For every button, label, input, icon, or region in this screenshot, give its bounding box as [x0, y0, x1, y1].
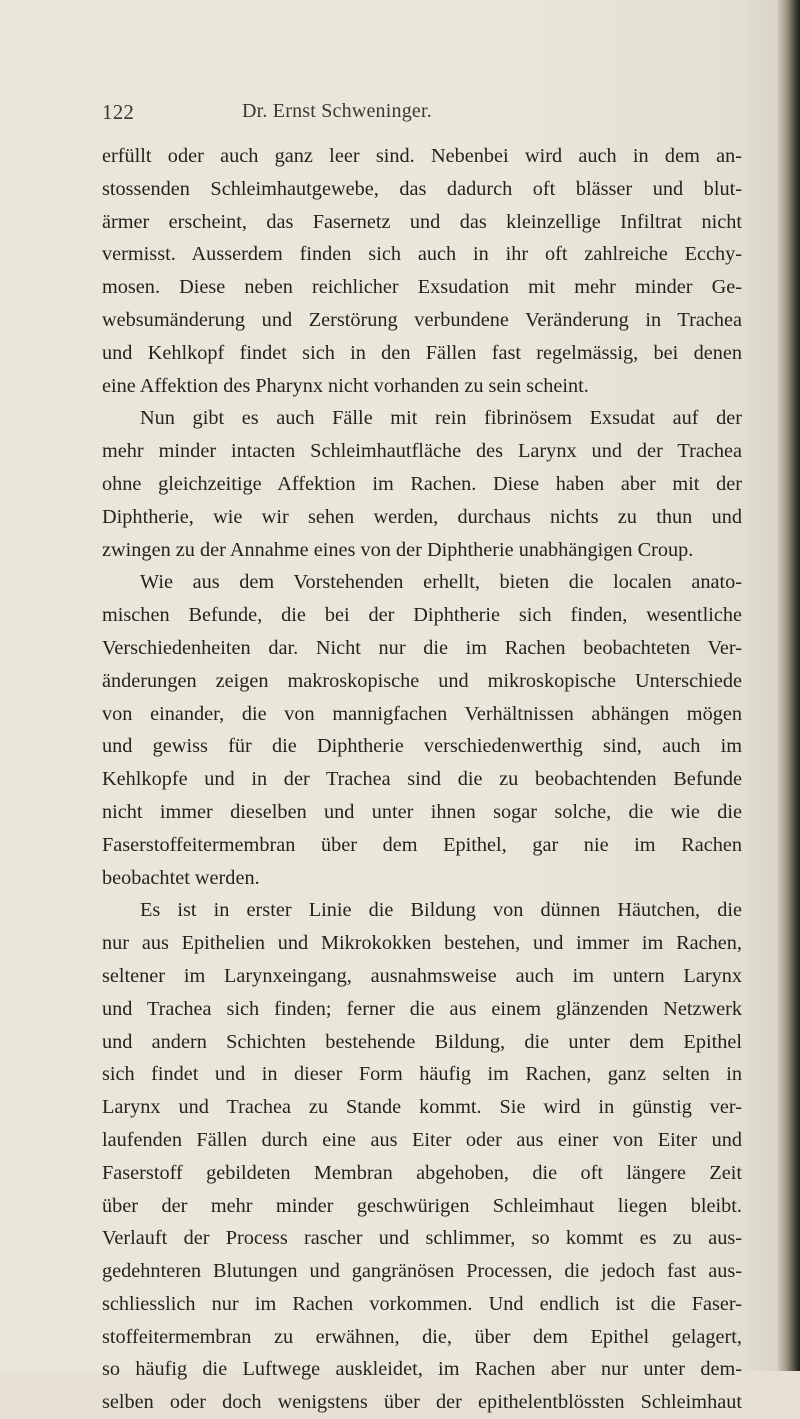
- text-line: Verschiedenheiten dar. Nicht nur die im Rachen beobachteten Ver-: [102, 636, 742, 659]
- text-line: Kehlkopfe und in der Trachea sind die zu beobachtenden Befunde: [102, 768, 742, 791]
- text-line: mosen. Diese neben reichlicher Exsudation mit mehr minder Ge-: [102, 276, 742, 299]
- text-line: Nun gibt es auch Fälle mit rein fibrinösem Exsudat auf der: [140, 407, 742, 430]
- text-line: eine Affektion des Pharynx nicht vorhanden zu sein scheint.: [102, 374, 589, 397]
- text-line: zwingen zu der Annahme eines von der Diphtherie unabhängigen Croup.: [102, 538, 694, 561]
- text-line: websumänderung und Zerstörung verbundene Veränderung in Trachea: [102, 308, 742, 331]
- text-line: gedehnteren Blutungen und gangränösen Processen, die jedoch fast aus-: [102, 1260, 742, 1283]
- text-line: stossenden Schleimhautgewebe, das dadurch oft blässer und blut-: [102, 177, 742, 200]
- text-line: und Kehlkopf findet sich in den Fällen fast regelmässig, bei denen: [102, 341, 742, 364]
- page-number: 122: [102, 100, 135, 124]
- text-line: vermisst. Ausserdem finden sich auch in ihr oft zahlreiche Ecchy-: [102, 243, 742, 266]
- text-line: mischen Befunde, die bei der Diphtherie sich finden, wesentliche: [102, 604, 742, 627]
- text-line: von einander, die von mannigfachen Verhältnissen abhängen mögen: [102, 702, 742, 725]
- text-line: selben oder doch wenigstens über der epithelentblössten Schleimhaut: [102, 1391, 742, 1414]
- text-line: Verlauft der Process rascher und schlimmer, so kommt es zu aus-: [102, 1227, 742, 1250]
- text-line: Wie aus dem Vorstehenden erhellt, bieten die localen anato-: [140, 571, 742, 594]
- text-line: über der mehr minder geschwürigen Schleimhaut liegen bleibt.: [102, 1194, 742, 1217]
- text-line: schliesslich nur im Rachen vorkommen. Und endlich ist die Faser-: [102, 1292, 742, 1315]
- text-line: Diphtherie, wie wir sehen werden, durchaus nichts zu thun und: [102, 505, 742, 528]
- text-line: laufenden Fällen durch eine aus Eiter oder aus einer von Eiter und: [102, 1128, 742, 1151]
- text-line: nicht immer dieselben und unter ihnen sogar solche, die wie die: [102, 800, 742, 823]
- text-line: Larynx und Trachea zu Stande kommt. Sie wird in günstig ver-: [102, 1096, 742, 1119]
- text-line: und andern Schichten bestehende Bildung, die unter dem Epithel: [102, 1030, 742, 1053]
- text-line: und gewiss für die Diphtherie verschiedenwerthig sind, auch im: [102, 735, 742, 758]
- text-line: änderungen zeigen makroskopische und mikroskopische Unterschiede: [102, 669, 742, 692]
- text-line: ohne gleichzeitige Affektion im Rachen. Diese haben aber mit der: [102, 472, 742, 495]
- text-line: und Trachea sich finden; ferner die aus einem glänzenden Netzwerk: [102, 997, 742, 1020]
- text-line: Es ist in erster Linie die Bildung von dünnen Häutchen, die: [140, 899, 742, 922]
- text-line: nur aus Epithelien und Mikrokokken bestehen, und immer im Rachen,: [102, 932, 742, 955]
- text-line: Faserstoff gebildeten Membran abgehoben, die oft längere Zeit: [102, 1161, 742, 1184]
- text-line: ärmer erscheint, das Fasernetz und das kleinzellige Infiltrat nicht: [102, 210, 742, 233]
- text-line: erfüllt oder auch ganz leer sind. Nebenbei wird auch in dem an-: [102, 145, 742, 167]
- text-line: seltener im Larynxeingang, ausnahmsweise auch im untern Larynx: [102, 964, 742, 987]
- book-spine-shadow: [778, 0, 800, 1371]
- text-line: Faserstoffeitermembran über dem Epithel, gar nie im Rachen: [102, 833, 742, 856]
- body-text: [102, 140, 742, 1419]
- text-line: mehr minder intacten Schleimhautfläche des Larynx und der Trachea: [102, 440, 742, 463]
- text-line: so häufig die Luftwege auskleidet, im Rachen aber nur unter dem-: [102, 1358, 742, 1381]
- running-head: Dr. Ernst Schweninger.: [242, 100, 432, 122]
- page-header: [102, 100, 742, 130]
- text-line: stoffeitermembran zu erwähnen, die, über dem Epithel gelagert,: [102, 1325, 742, 1348]
- text-line: beobachtet werden.: [102, 866, 260, 889]
- text-line: sich findet und in dieser Form häufig im Rachen, ganz selten in: [102, 1063, 742, 1086]
